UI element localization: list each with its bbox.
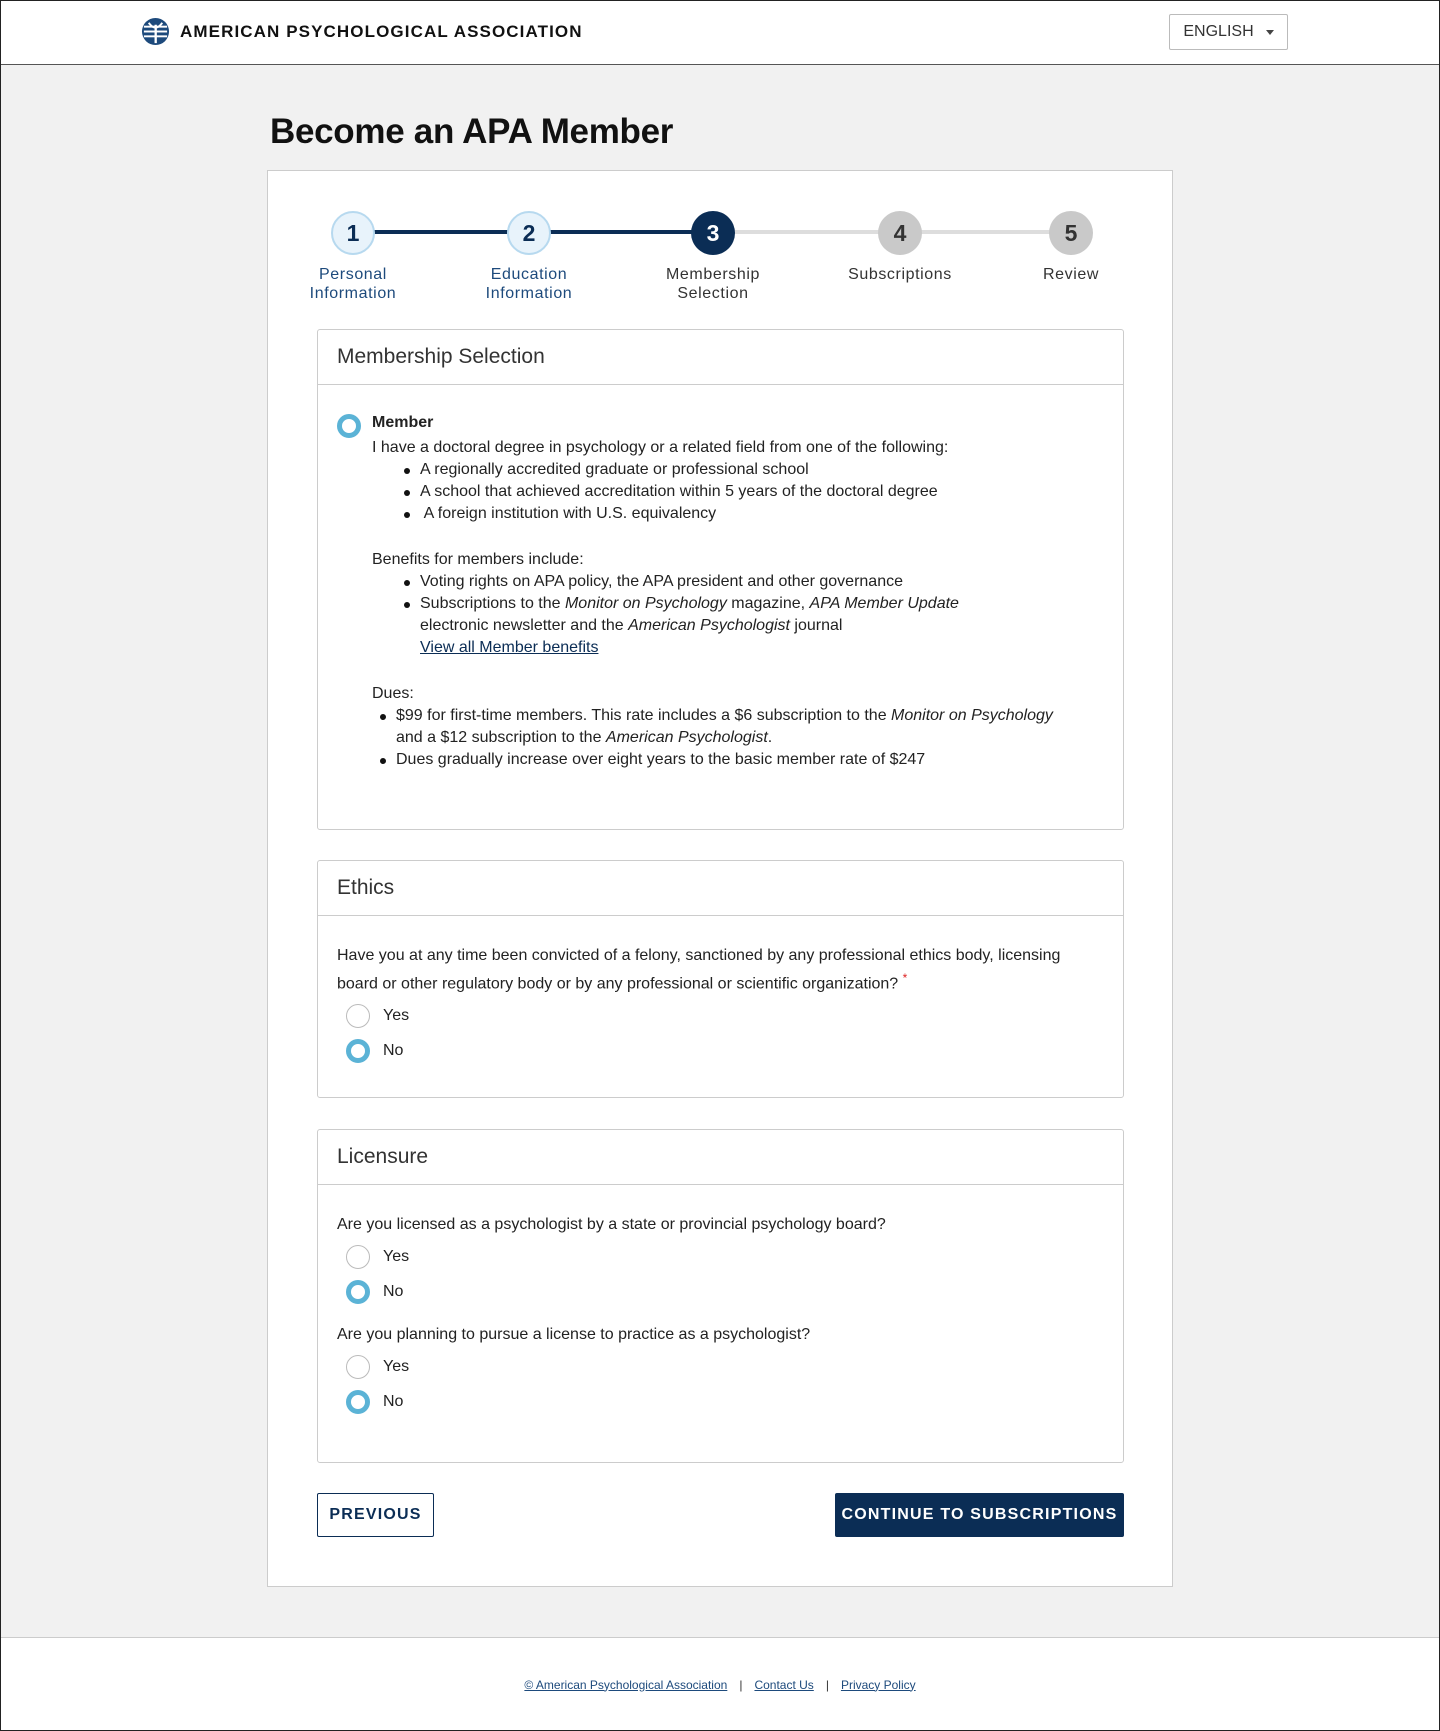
footer-separator: | xyxy=(825,1677,829,1692)
step-connector-2-3 xyxy=(529,230,713,234)
continue-to-subscriptions-button[interactable]: CONTINUE TO SUBSCRIPTIONS xyxy=(835,1493,1124,1537)
step-2-label-line2: Information xyxy=(485,285,573,302)
dues-text: . xyxy=(767,729,773,746)
pursue-license-no-radio[interactable] xyxy=(346,1390,370,1414)
step-connector-4-5 xyxy=(900,230,1071,234)
dues-list xyxy=(380,705,1080,771)
ethics-no-radio[interactable] xyxy=(346,1039,370,1063)
list-item xyxy=(380,705,1080,749)
apa-logo-icon xyxy=(141,17,170,46)
step-3-label-line1: Membership xyxy=(665,266,761,283)
member-eligibility-intro: I have a doctoral degree in psychology or a related field from one of the following: xyxy=(372,439,949,456)
licensure-heading: Licensure xyxy=(318,1130,1123,1185)
benefit-text: journal xyxy=(789,617,843,634)
step-3-label-line2: Selection xyxy=(677,285,749,302)
dues-text: $99 for first-time members. This rate includes a $6 subscription to the xyxy=(396,707,892,724)
site-footer xyxy=(0,1637,1440,1731)
step-5-label-line1: Review xyxy=(1042,266,1100,283)
footer-separator: | xyxy=(739,1677,743,1692)
licensure-question-2: Are you planning to pursue a license to practice as a psychologist? xyxy=(337,1326,811,1343)
dues-heading: Dues: xyxy=(372,685,414,702)
ethics-question-text: Have you at any time been convicted of a felony, sanctioned by any professional ethics body, licensing board or other regulatory body or by any professional or scientific organization? xyxy=(337,947,1061,993)
copyright-link[interactable]: © American Psychological Association xyxy=(524,1677,728,1692)
benefit-text: magazine, xyxy=(726,595,810,612)
licensure-panel xyxy=(317,1129,1124,1463)
degree-sources-list xyxy=(404,459,1104,525)
step-2-label-line1: Education xyxy=(490,266,568,283)
step-connector-3-4 xyxy=(713,230,900,234)
step-2-label[interactable] xyxy=(454,265,604,303)
step-4-label-line1: Subscriptions xyxy=(848,266,952,283)
licensed-option-yes[interactable] xyxy=(337,1239,1104,1274)
ethics-yes-label: Yes xyxy=(383,1006,410,1024)
language-select[interactable] xyxy=(1169,14,1288,50)
list-item xyxy=(404,593,1004,637)
benefit-text: electronic newsletter and the xyxy=(420,617,629,634)
licensed-no-label: No xyxy=(383,1282,404,1300)
member-update-title: APA Member Update xyxy=(809,595,959,612)
org-name: AMERICAN PSYCHOLOGICAL ASSOCIATION xyxy=(180,21,583,41)
member-option-radio[interactable] xyxy=(337,414,361,438)
step-3-circle: 3 xyxy=(691,211,735,255)
step-5-circle: 5 xyxy=(1049,211,1093,255)
american-psychologist-title: American Psychologist xyxy=(628,617,790,634)
ethics-no-label: No xyxy=(383,1041,404,1059)
pursue-license-option-yes[interactable] xyxy=(337,1349,1104,1384)
licensure-question-1: Are you licensed as a psychologist by a state or provincial psychology board? xyxy=(337,1216,886,1233)
benefits-list xyxy=(404,571,1004,637)
step-1-label-line2: Information xyxy=(309,285,397,302)
progress-stepper xyxy=(268,171,1174,321)
site-header xyxy=(0,0,1440,65)
step-5-label xyxy=(996,265,1146,284)
membership-selection-panel xyxy=(317,329,1124,830)
step-1-label-line1: Personal xyxy=(319,266,387,283)
step-2-circle[interactable]: 2 xyxy=(507,211,551,255)
view-member-benefits-link[interactable]: View all Member benefits xyxy=(420,639,599,656)
ethics-heading: Ethics xyxy=(318,861,1123,916)
licensed-no-radio[interactable] xyxy=(346,1280,370,1304)
list-item: Voting rights on APA policy, the APA president and other governance xyxy=(404,571,1004,593)
language-select-label: ENGLISH xyxy=(1183,23,1254,40)
previous-button[interactable]: PREVIOUS xyxy=(317,1493,434,1537)
page-title: Become an APA Member xyxy=(270,112,674,151)
ethics-yes-radio[interactable] xyxy=(346,1004,370,1028)
application-card xyxy=(267,170,1173,1587)
step-4-circle: 4 xyxy=(878,211,922,255)
step-connector-1-2 xyxy=(353,230,529,234)
american-psychologist-title: American Psychologist xyxy=(605,729,768,746)
pursue-license-option-no[interactable] xyxy=(337,1384,1104,1419)
apa-logo[interactable] xyxy=(141,17,583,46)
member-option-title: Member xyxy=(372,414,434,431)
list-item: A foreign institution with U.S. equivalency xyxy=(404,503,1104,525)
monitor-title: Monitor on Psychology xyxy=(564,595,727,612)
ethics-option-yes[interactable] xyxy=(337,998,1104,1033)
step-1-label[interactable] xyxy=(278,265,428,303)
monitor-title: Monitor on Psychology xyxy=(891,707,1053,724)
step-1-circle[interactable]: 1 xyxy=(331,211,375,255)
benefit-text: Subscriptions to the xyxy=(420,595,565,612)
dues-text: and a $12 subscription to the xyxy=(396,729,606,746)
step-4-label xyxy=(825,265,975,284)
pursue-license-yes-label: Yes xyxy=(383,1357,410,1375)
contact-us-link[interactable]: Contact Us xyxy=(754,1677,814,1692)
membership-selection-heading: Membership Selection xyxy=(318,330,1123,385)
caret-down-icon xyxy=(1266,30,1274,35)
list-item: A regionally accredited graduate or professional school xyxy=(404,459,1104,481)
privacy-policy-link[interactable]: Privacy Policy xyxy=(840,1677,916,1692)
benefits-heading: Benefits for members include: xyxy=(372,551,584,568)
licensed-yes-label: Yes xyxy=(383,1247,410,1265)
step-3-label xyxy=(638,265,788,303)
licensed-yes-radio[interactable] xyxy=(346,1245,370,1269)
list-item: A school that achieved accreditation within 5 years of the doctoral degree xyxy=(404,481,1104,503)
ethics-question xyxy=(337,945,1104,995)
required-marker: * xyxy=(902,971,908,985)
ethics-option-no[interactable] xyxy=(337,1033,1104,1068)
licensed-option-no[interactable] xyxy=(337,1274,1104,1309)
list-item: Dues gradually increase over eight years to the basic member rate of $247 xyxy=(380,749,1080,771)
ethics-panel xyxy=(317,860,1124,1098)
pursue-license-yes-radio[interactable] xyxy=(346,1355,370,1379)
pursue-license-no-label: No xyxy=(383,1392,404,1410)
